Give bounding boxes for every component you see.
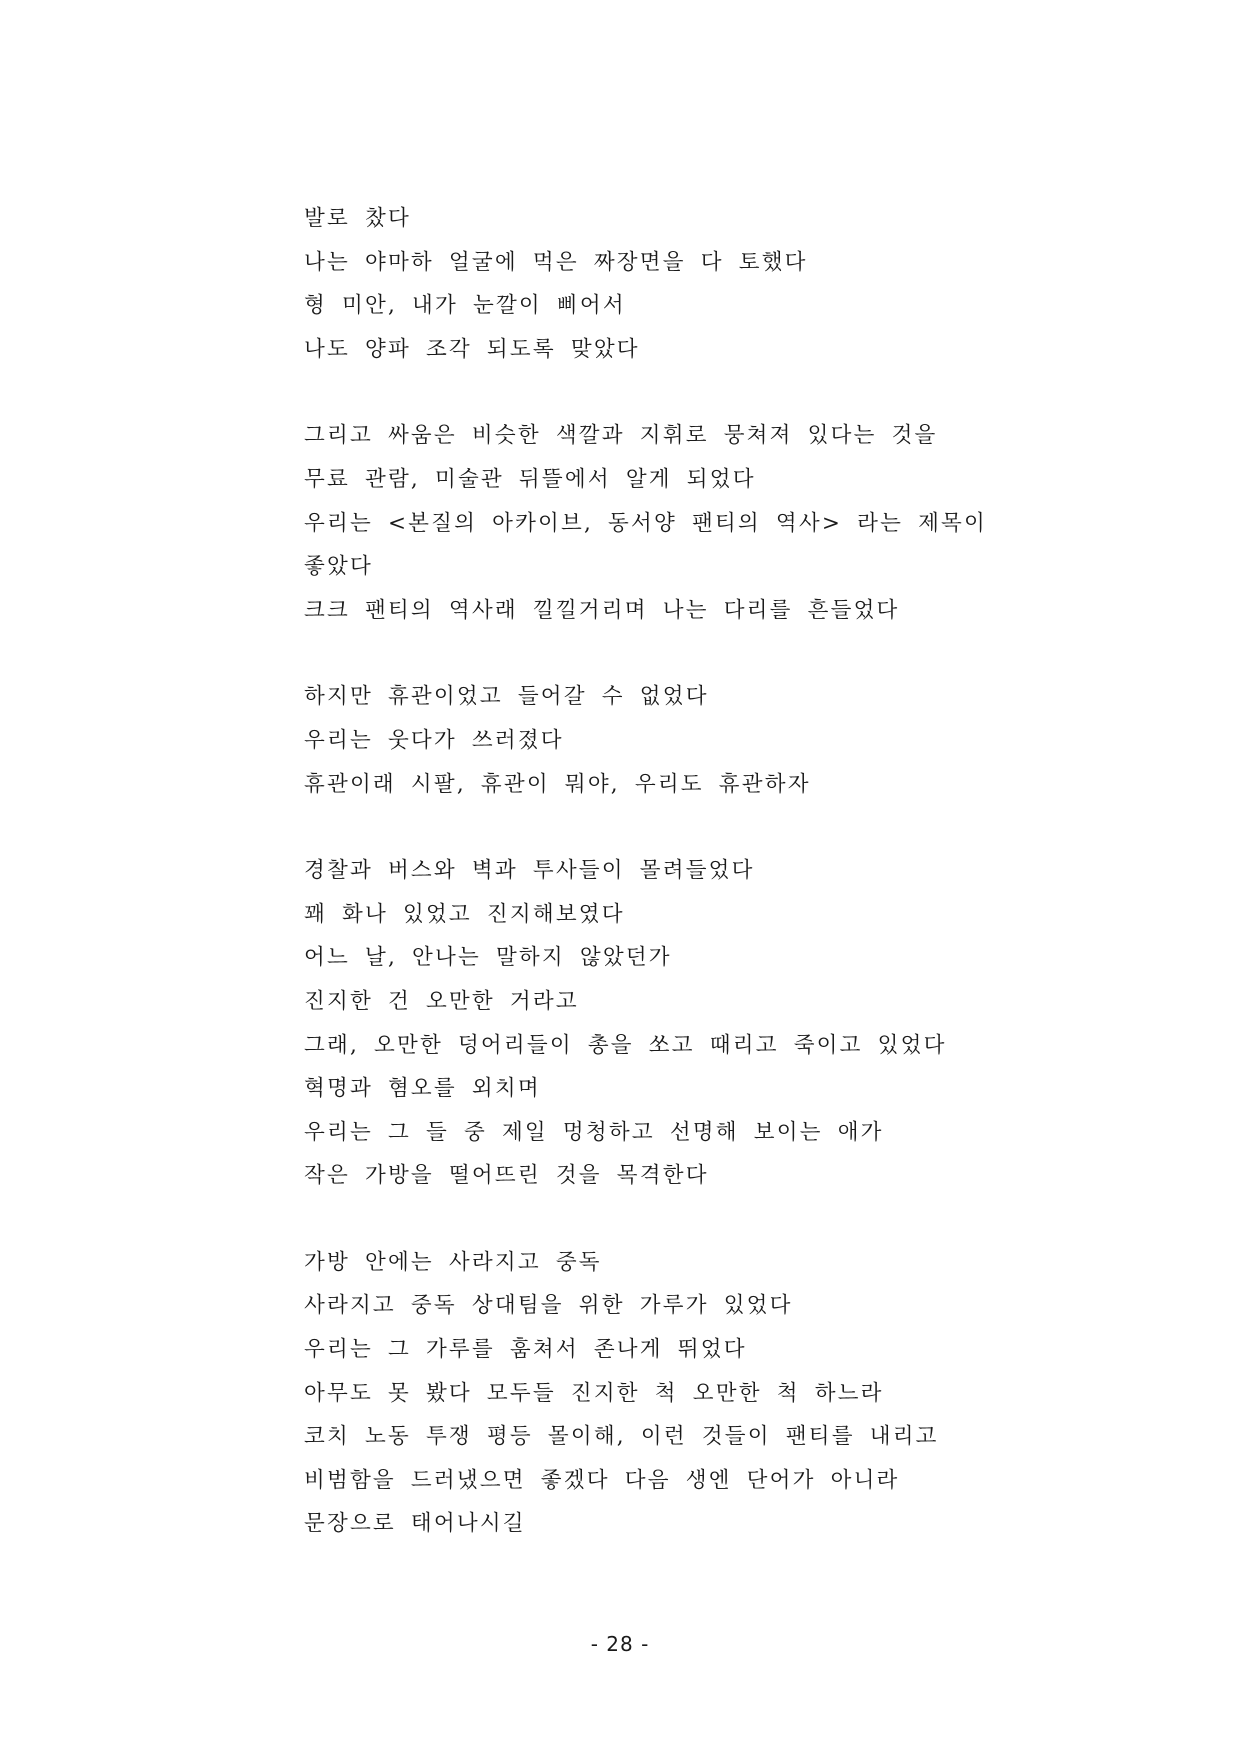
poem-line: 나는 야마하 얼굴에 먹은 짜장면을 다 토했다 bbox=[304, 249, 808, 275]
poem-line: 문장으로 태어나시길 bbox=[304, 1511, 526, 1537]
poem-line: 우리는 <본질의 아카이브, 동서양 팬티의 역사> 라는 제목이 bbox=[304, 510, 987, 536]
poem-line: 좋았다 bbox=[304, 554, 373, 580]
poem-line: 그리고 싸움은 비슷한 색깔과 지휘로 뭉쳐져 있다는 것을 bbox=[304, 423, 938, 449]
poem-line: 꽤 화나 있었고 진지해보였다 bbox=[304, 901, 625, 927]
poem-line: 혁명과 혐오를 외치며 bbox=[304, 1076, 541, 1102]
poem-line: 나도 양파 조각 되도록 맞았다 bbox=[304, 336, 640, 362]
poem-body bbox=[304, 197, 1064, 1589]
stanza-3 bbox=[304, 675, 1064, 806]
poem-line: 무료 관람, 미술관 뒤뜰에서 알게 되었다 bbox=[304, 466, 756, 492]
poem-line: 코치 노동 투쟁 평등 몰이해, 이런 것들이 팬티를 내리고 bbox=[304, 1424, 939, 1450]
poem-line: 형 미안, 내가 눈깔이 삐어서 bbox=[304, 293, 626, 319]
poem-line: 아무도 못 봤다 모두들 진지한 척 오만한 척 하느라 bbox=[304, 1380, 884, 1406]
poem-line: 하지만 휴관이었고 들어갈 수 없었다 bbox=[304, 684, 709, 710]
poem-line: 사라지고 중독 상대팀을 위한 가루가 있었다 bbox=[304, 1293, 793, 1319]
poem-line: 가방 안에는 사라지고 중독 bbox=[304, 1249, 602, 1275]
poem-line: 작은 가방을 떨어뜨린 것을 목격한다 bbox=[304, 1163, 709, 1189]
poem-line: 진지한 건 오만한 거라고 bbox=[304, 988, 579, 1014]
stanza-5 bbox=[304, 1241, 1064, 1546]
poem-line: 발로 찼다 bbox=[304, 206, 411, 231]
poem-line: 우리는 웃다가 쓰러졌다 bbox=[304, 727, 564, 753]
poem-line: 우리는 그 가루를 훔쳐서 존나게 뛰었다 bbox=[304, 1337, 747, 1363]
page-number: - 28 - bbox=[590, 1632, 650, 1656]
poem-line: 어느 날, 안나는 말하지 않았던가 bbox=[304, 945, 672, 971]
stanza-1 bbox=[304, 197, 1064, 371]
poem-line: 경찰과 버스와 벽과 투사들이 몰려들었다 bbox=[304, 858, 755, 884]
poem-line: 휴관이래 시팔, 휴관이 뭐야, 우리도 휴관하자 bbox=[304, 771, 811, 797]
poem-line: 비범함을 드러냈으면 좋겠다 다음 생엔 단어가 아니라 bbox=[304, 1467, 900, 1493]
poem-line: 우리는 그 들 중 제일 멍청하고 선명해 보이는 애가 bbox=[304, 1119, 884, 1145]
poem-line: 그래, 오만한 덩어리들이 총을 쏘고 때리고 죽이고 있었다 bbox=[304, 1032, 947, 1058]
poem-line: 크크 팬티의 역사래 낄낄거리며 나는 다리를 흔들었다 bbox=[304, 597, 900, 623]
stanza-4 bbox=[304, 849, 1064, 1198]
stanza-2 bbox=[304, 414, 1064, 632]
